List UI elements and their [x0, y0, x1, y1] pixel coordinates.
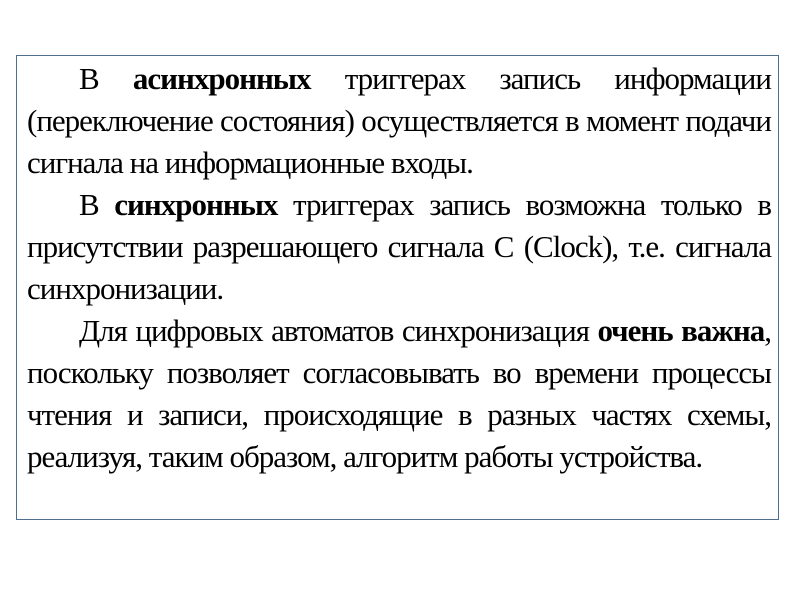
paragraph-sync-importance: [27, 310, 771, 478]
term-sync: синхронных: [114, 187, 278, 222]
segment: В: [79, 61, 133, 96]
term-async: асинхронных: [132, 61, 311, 96]
segment: триггерах запись информации (переключение состояния) осуществляется в момент подачи сигнала на информационные входы.: [27, 61, 771, 180]
segment: , поскольку позволяет согласовывать во времени процессы чтения и записи, происходящие в разных частях схемы, реализуя, таким образом, алгоритм работы устройства.: [27, 313, 771, 474]
text-frame: [16, 55, 779, 520]
paragraph-sync-triggers: [27, 184, 771, 310]
term-very-important: очень важна: [597, 313, 765, 348]
paragraph-async-triggers: [27, 58, 771, 184]
segment: Для цифровых автоматов синхронизация: [79, 313, 598, 348]
segment: В: [79, 187, 115, 222]
segment: триггерах запись возможна только в присутствии разрешающего сигнала C (Clock), т.е. сигнала синхронизации.: [27, 187, 771, 306]
